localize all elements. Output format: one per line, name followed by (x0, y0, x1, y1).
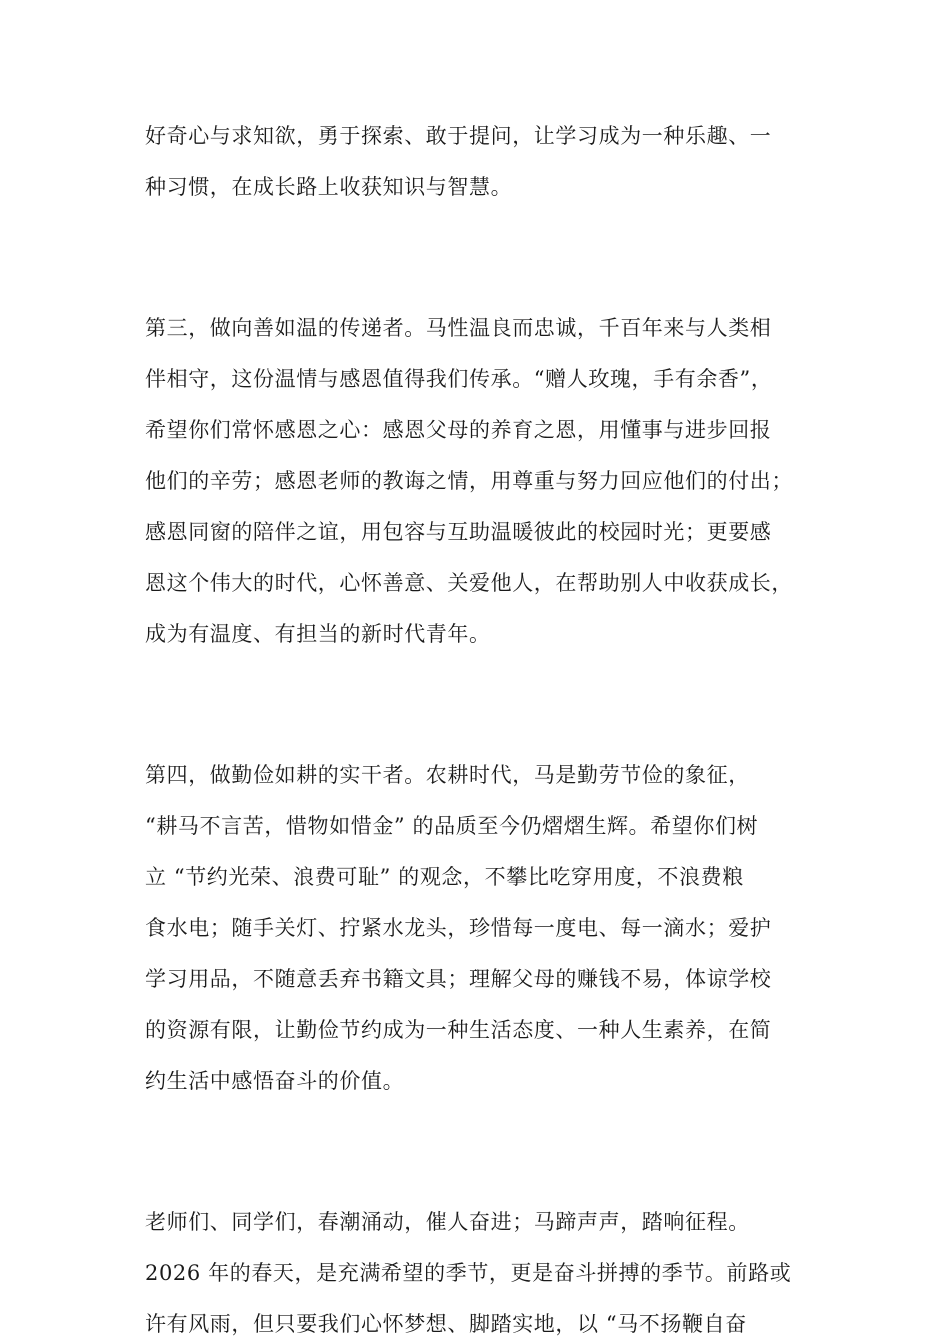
paragraph-2-line-2: 伴相守，这份温情与感恩值得我们传承。“赠人玫瑰，手有余香”， (145, 367, 773, 391)
paragraph-3-line-1: 第四，做勤俭如耕的实干者。农耕时代，马是勤劳节俭的象征， (145, 763, 750, 787)
paragraph-2-line-7: 成为有温度、有担当的新时代青年。 (145, 622, 491, 646)
paragraph-2-line-3: 希望你们常怀感恩之心：感恩父母的养育之恩，用懂事与进步回报 (145, 418, 772, 442)
paragraph-4-line-2: 2026 年的春天，是充满希望的季节，更是奋斗拼搏的季节。前路或 (145, 1261, 792, 1285)
paragraph-1-line-1: 好奇心与求知欲，勇于探索、敢于提问，让学习成为一种乐趣、一 (145, 124, 772, 148)
paragraph-3-line-4: 食水电；随手关灯、拧紧水龙头，珍惜每一度电、每一滴水；爱护 (145, 916, 772, 940)
paragraph-3-line-2: “耕马不言苦，惜物如惜金” 的品质至今仍熠熠生辉。希望你们树 (145, 814, 759, 838)
paragraph-2-line-1: 第三，做向善如温的传递者。马性温良而忠诚，千百年来与人类相 (145, 316, 772, 340)
paragraph-2-line-5: 感恩同窗的陪伴之谊，用包容与互助温暖彼此的校园时光；更要感 (145, 520, 772, 544)
paragraph-3-line-6: 的资源有限，让勤俭节约成为一种生活态度、一种人生素养，在简 (145, 1018, 772, 1042)
paragraph-4-line-1: 老师们、同学们，春潮涌动，催人奋进；马蹄声声，踏响征程。 (145, 1210, 750, 1234)
paragraph-3-line-5: 学习用品，不随意丢弃书籍文具；理解父母的赚钱不易，体谅学校 (145, 967, 772, 991)
paragraph-4-line-3: 许有风雨，但只要我们心怀梦想、脚踏实地，以 “马不扬鞭自奋 (145, 1312, 747, 1336)
paragraph-3-line-7: 约生活中感悟奋斗的价值。 (145, 1069, 405, 1093)
paragraph-2-line-4: 他们的辛劳；感恩老师的教诲之情，用尊重与努力回应他们的付出； (145, 469, 793, 493)
paragraph-2-line-6: 恩这个伟大的时代，心怀善意、关爱他人，在帮助别人中收获成长， (145, 571, 793, 595)
paragraph-3-line-3: 立 “节约光荣、浪费可耻” 的观念，不攀比吃穿用度，不浪费粮 (145, 865, 744, 889)
paragraph-1-line-2: 种习惯，在成长路上收获知识与智慧。 (145, 175, 513, 199)
